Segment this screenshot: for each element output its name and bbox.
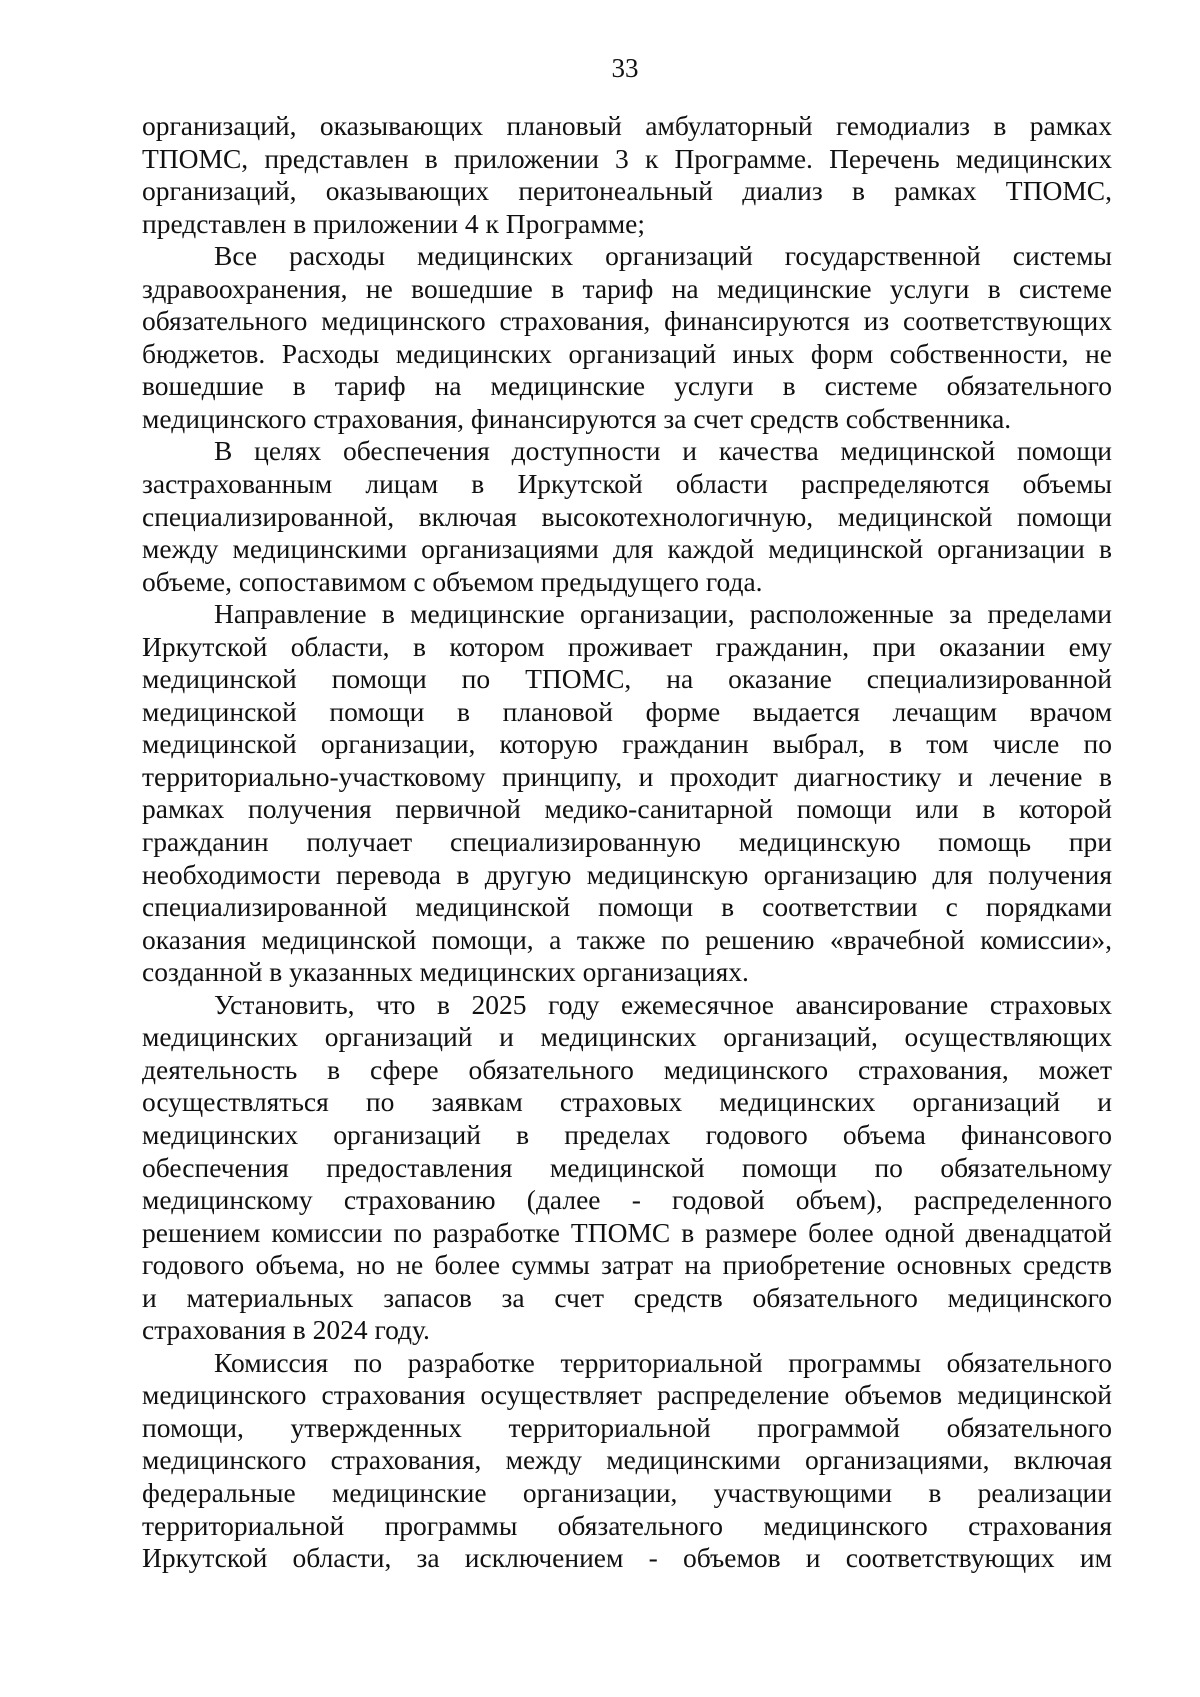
text-line: медицинской помощи в плановой форме выдается лечащим врачом	[142, 695, 1112, 727]
text-line: медицинского страхования, финансируются за счет средств собственника.	[142, 402, 1012, 434]
text-line: представлен в приложении 4 к Программе;	[142, 207, 646, 239]
text-line: Установить, что в 2025 году ежемесячное авансирование страховых	[214, 988, 1112, 1020]
page-number: 33	[611, 53, 639, 83]
text-line: территориальной программы обязательного медицинского страхования	[142, 1509, 1112, 1541]
text-line: медицинского страхования осуществляет распределение объемов медицинской	[142, 1379, 1112, 1411]
paragraph	[142, 240, 1112, 435]
text-line: решением комиссии по разработке ТПОМС в размере более одной двенадцатой	[142, 1216, 1112, 1248]
paragraph	[142, 1347, 1112, 1575]
text-line: бюджетов. Расходы медицинских организаций иных форм собственности, не	[142, 337, 1112, 369]
paragraph	[142, 435, 1112, 598]
paragraph	[142, 110, 1112, 240]
text-line: медицинской помощи по ТПОМС, на оказание специализированной	[142, 663, 1112, 695]
text-line: медицинских организаций и медицинских организаций, осуществляющих	[142, 1021, 1112, 1053]
text-line: специализированной медицинской помощи в соответствии с порядками	[142, 891, 1112, 923]
text-line: оказания медицинской помощи, а также по решению «врачебной комиссии»,	[142, 923, 1112, 955]
text-line: необходимости перевода в другую медицинскую организацию для получения	[142, 858, 1112, 890]
text-line: осуществляться по заявкам страховых медицинских организаций и	[142, 1086, 1112, 1118]
text-line: объеме, сопоставимом с объемом предыдущего года.	[142, 565, 763, 597]
text-line: и материальных запасов за счет средств обязательного медицинского	[142, 1281, 1112, 1313]
text-line: годового объема, но не более суммы затрат на приобретение основных средств	[142, 1249, 1112, 1281]
text-line: вошедшие в тариф на медицинские услуги в системе обязательного	[142, 370, 1112, 402]
text-line: ТПОМС, представлен в приложении 3 к Программе. Перечень медицинских	[142, 142, 1112, 174]
text-line: специализированной, включая высокотехнологичную, медицинской помощи	[142, 500, 1112, 532]
document-body	[142, 110, 1112, 1575]
text-line: Иркутской области, за исключением - объемов и соответствующих им	[142, 1542, 1112, 1574]
text-line: федеральные медицинские организации, участвующими в реализации	[142, 1476, 1112, 1508]
text-line: рамках получения первичной медико-санитарной помощи или в которой	[142, 793, 1112, 825]
text-line: Иркутской области, в котором проживает гражданин, при оказании ему	[142, 630, 1112, 662]
text-line: Направление в медицинские организации, расположенные за пределами	[214, 598, 1112, 630]
paragraph	[142, 598, 1112, 989]
text-line: созданной в указанных медицинских организациях.	[142, 956, 749, 988]
text-line: страхования в 2024 году.	[142, 1314, 430, 1346]
text-line: медицинских организаций в пределах годового объема финансового	[142, 1118, 1112, 1150]
text-line: здравоохранения, не вошедшие в тариф на медицинские услуги в системе	[142, 272, 1112, 304]
text-line: застрахованным лицам в Иркутской области распределяются объемы	[142, 468, 1112, 500]
text-line: организаций, оказывающих плановый амбулаторный гемодиализ в рамках	[142, 110, 1112, 141]
text-line: В целях обеспечения доступности и качества медицинской помощи	[214, 435, 1112, 467]
text-line: медицинской организации, которую гражданин выбрал, в том числе по	[142, 728, 1112, 760]
text-line: территориально-участковому принципу, и проходит диагностику и лечение в	[142, 760, 1112, 792]
text-line: организаций, оказывающих перитонеальный диализ в рамках ТПОМС,	[142, 175, 1112, 207]
text-line: обеспечения предоставления медицинской помощи по обязательному	[142, 1151, 1112, 1183]
text-line: Комиссия по разработке территориальной программы обязательного	[214, 1346, 1112, 1378]
text-line: деятельность в сфере обязательного медицинского страхования, может	[142, 1053, 1112, 1085]
text-line: медицинского страхования, между медицинскими организациями, включая	[142, 1444, 1112, 1476]
paragraph	[142, 989, 1112, 1347]
text-line: Все расходы медицинских организаций государственной системы	[214, 240, 1112, 272]
text-line: медицинскому страхованию (далее - годовой объем), распределенного	[142, 1184, 1112, 1216]
text-line: помощи, утвержденных территориальной программой обязательного	[142, 1411, 1112, 1443]
text-line: обязательного медицинского страхования, финансируются из соответствующих	[142, 305, 1112, 337]
text-line: между медицинскими организациями для каждой медицинской организации в	[142, 533, 1112, 565]
text-line: гражданин получает специализированную медицинскую помощь при	[142, 826, 1112, 858]
